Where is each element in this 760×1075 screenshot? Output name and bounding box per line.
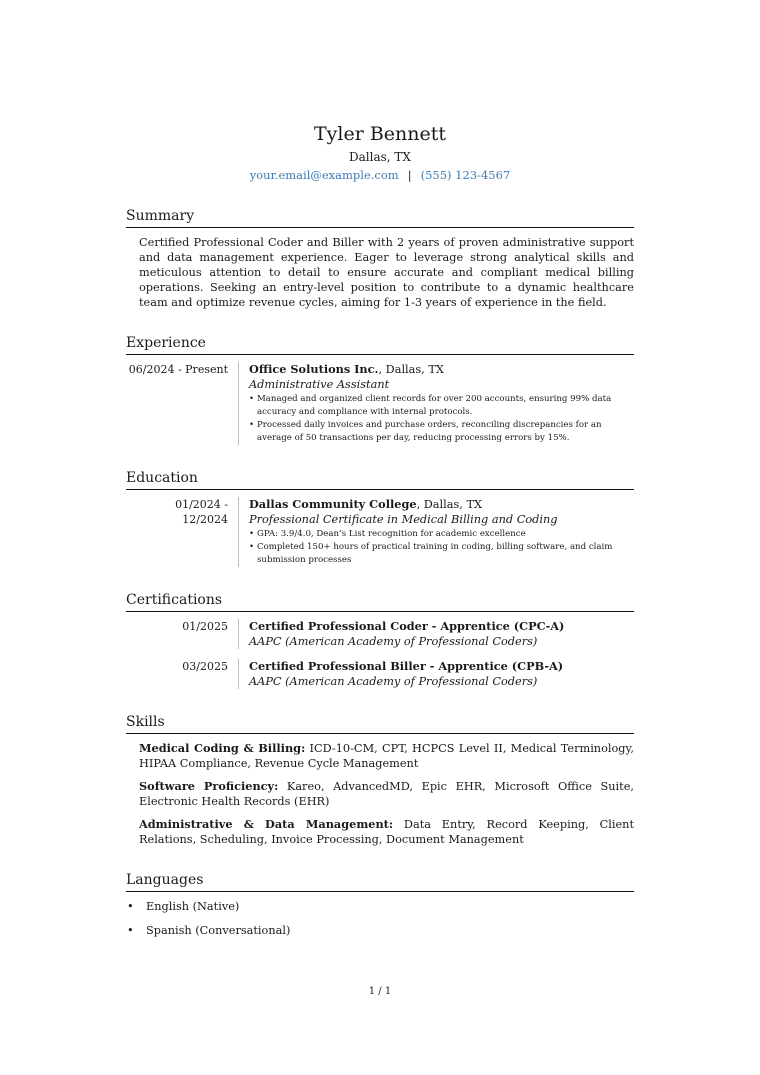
entry-body xyxy=(238,362,634,445)
education-section xyxy=(126,469,634,567)
language-name: Spanish (Conversational) xyxy=(146,924,291,937)
languages-section xyxy=(126,871,634,938)
certification-date: 01/2025 xyxy=(182,620,228,633)
certification-date: 03/2025 xyxy=(182,660,228,673)
language-item xyxy=(126,923,634,938)
skill-list: Data Entry, Record Keeping, Client Relations, Scheduling, Invoice Processing, Document Management xyxy=(139,818,634,846)
experience-bullets xyxy=(249,393,634,445)
skill-group xyxy=(139,817,634,847)
skill-list: Kareo, AdvancedMD, Epic EHR, Microsoft Office Suite, Electronic Health Records (EHR) xyxy=(139,780,634,808)
section-title-languages: Languages xyxy=(126,871,634,892)
entry-body xyxy=(238,659,634,689)
email-link[interactable]: your.email@example.com xyxy=(249,168,399,182)
certification-name-text: Certified Professional Coder - Apprentice (CPC-A) xyxy=(249,619,565,633)
certification-name xyxy=(249,619,634,634)
experience-entry xyxy=(126,362,634,445)
entry-dates: 06/2024 - Present xyxy=(128,363,228,376)
bullet-item: • GPA: 3.9/4.0, Dean’s List recognition for academic excellence xyxy=(249,528,634,541)
experience-section xyxy=(126,334,634,445)
section-title-skills: Skills xyxy=(126,713,634,734)
employer-location: , Dallas, TX xyxy=(378,363,444,376)
job-role: Administrative Assistant xyxy=(249,378,390,391)
bullet-item: • Managed and organized client records for over 200 accounts, ensuring 99% data accuracy and compliance with internal protocols. xyxy=(249,393,634,419)
bullet-item: • Completed 150+ hours of practical training in coding, billing software, and claim submission processes xyxy=(249,541,634,567)
phone-link[interactable]: (555) 123-4567 xyxy=(420,168,511,182)
candidate-location: Dallas, TX xyxy=(349,150,411,164)
skill-group xyxy=(139,779,634,809)
skill-label: Medical Coding & Billing: xyxy=(139,741,306,755)
section-title-summary: Summary xyxy=(126,207,634,228)
skill-list: ICD-10-CM, CPT, HCPCS Level II, Medical Terminology, HIPAA Compliance, Revenue Cycle Management xyxy=(139,742,634,770)
entry-body xyxy=(238,619,634,649)
language-item xyxy=(126,899,634,914)
language-name: English (Native) xyxy=(146,900,240,913)
contact-separator: | xyxy=(407,168,412,182)
entry-heading xyxy=(249,362,634,377)
skill-label: Administrative & Data Management: xyxy=(139,817,394,831)
certification-entry xyxy=(126,659,634,689)
school-name: Dallas Community College xyxy=(249,497,417,511)
certification-name-text: Certified Professional Biller - Apprentice (CPB-A) xyxy=(249,659,564,673)
entry-dates: 01/2024 - 12/2024 xyxy=(175,498,228,526)
skill-group xyxy=(139,741,634,771)
bullet-icon: • xyxy=(127,924,134,937)
entry-heading xyxy=(249,497,634,512)
skills-section xyxy=(126,713,634,847)
page-number: 1 / 1 xyxy=(368,986,392,997)
certifications-section xyxy=(126,591,634,689)
employer-name: Office Solutions Inc. xyxy=(249,362,379,376)
certification-issuer: AAPC (American Academy of Professional Coders) xyxy=(249,635,538,648)
bullet-icon: • xyxy=(127,900,134,913)
school-location: , Dallas, TX xyxy=(416,498,483,511)
skill-label: Software Proficiency: xyxy=(139,779,279,793)
certification-entry xyxy=(126,619,634,649)
summary-section xyxy=(126,207,634,310)
contact-line xyxy=(126,167,634,183)
certification-name xyxy=(249,659,634,674)
candidate-name: Tyler Bennett xyxy=(313,123,447,145)
education-bullets xyxy=(249,528,634,567)
section-title-certifications: Certifications xyxy=(126,591,634,612)
program-name: Professional Certificate in Medical Billing and Coding xyxy=(249,513,558,526)
section-title-experience: Experience xyxy=(126,334,634,355)
summary-text: Certified Professional Coder and Biller with 2 years of proven administrative support and data management experience. Eager to leverage strong analytical skills and meticulous attention to detail to ensure accurate and compliant medical billing operations. Seeking an entry-level position to contribute to a dynamic healthcare team and optimize revenue cycles, aiming for 1-3 years of experience in the field. xyxy=(139,236,634,309)
entry-body xyxy=(238,497,634,567)
education-entry xyxy=(126,497,634,567)
section-title-education: Education xyxy=(126,469,634,490)
bullet-item: • Processed daily invoices and purchase orders, reconciling discrepancies for an average of 50 transactions per day, reducing processing errors by 15%. xyxy=(249,419,634,445)
certification-issuer: AAPC (American Academy of Professional Coders) xyxy=(249,675,538,688)
